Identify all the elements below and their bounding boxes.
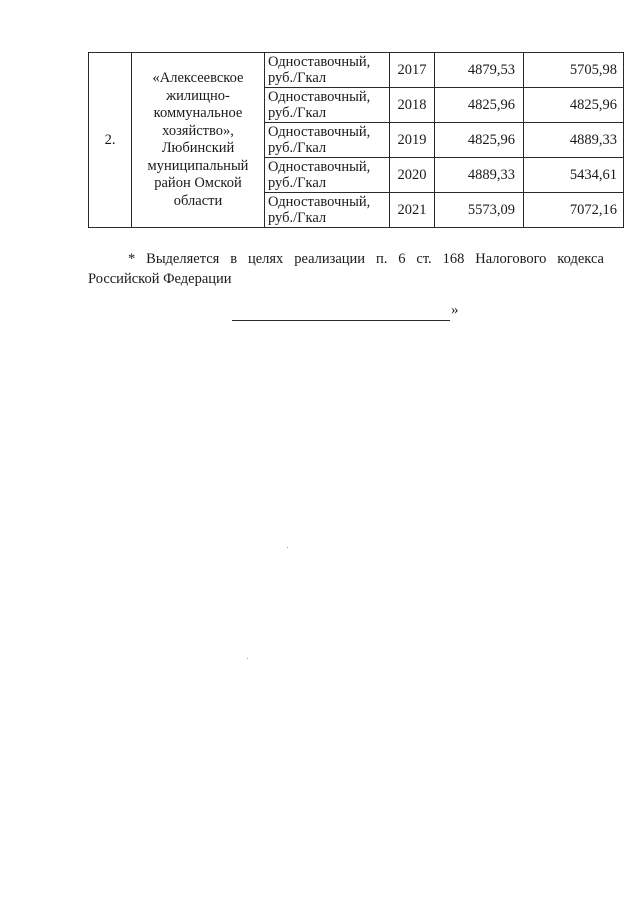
closing-quote-mark: » bbox=[451, 302, 459, 318]
tariff-year: 2020 bbox=[390, 158, 435, 193]
tariff-value-2: 5434,61 bbox=[524, 158, 624, 193]
footnote-text: * Выделяется в целях реализации п. 6 ст. 168 Налогового кодекса Российской Федерации bbox=[88, 251, 604, 287]
tariff-type: Одноставочный, руб./Гкал bbox=[265, 158, 390, 193]
tariff-type: Одноставочный, руб./Гкал bbox=[265, 88, 390, 123]
tariff-value-1: 4825,96 bbox=[435, 88, 524, 123]
tariff-value-1: 4889,33 bbox=[435, 158, 524, 193]
tariff-value-2: 4889,33 bbox=[524, 123, 624, 158]
tariff-value-2: 7072,16 bbox=[524, 193, 624, 228]
tariff-year: 2021 bbox=[390, 193, 435, 228]
tariff-year: 2018 bbox=[390, 88, 435, 123]
scan-speck bbox=[247, 658, 248, 659]
organization-cell bbox=[132, 53, 265, 228]
tariff-year: 2019 bbox=[390, 123, 435, 158]
tariff-value-1: 4825,96 bbox=[435, 123, 524, 158]
organization-name: «Алексеевское жилищно- коммунальное хозяйство», Любинский муниципальный район Омской области bbox=[147, 70, 249, 209]
tariff-value-2: 4825,96 bbox=[524, 88, 624, 123]
tariff-value-1: 4879,53 bbox=[435, 53, 524, 88]
tariff-year: 2017 bbox=[390, 53, 435, 88]
tariff-type: Одноставочный, руб./Гкал bbox=[265, 53, 390, 88]
tariff-type: Одноставочный, руб./Гкал bbox=[265, 123, 390, 158]
tariff-value-1: 5573,09 bbox=[435, 193, 524, 228]
tariff-type: Одноставочный, руб./Гкал bbox=[265, 193, 390, 228]
row-number: 2. bbox=[89, 53, 132, 228]
table-row bbox=[89, 53, 624, 88]
closing-rule bbox=[232, 308, 450, 321]
tariff-value-2: 5705,98 bbox=[524, 53, 624, 88]
scan-speck bbox=[287, 547, 288, 548]
tariff-table bbox=[88, 52, 624, 228]
footnote bbox=[88, 249, 604, 289]
